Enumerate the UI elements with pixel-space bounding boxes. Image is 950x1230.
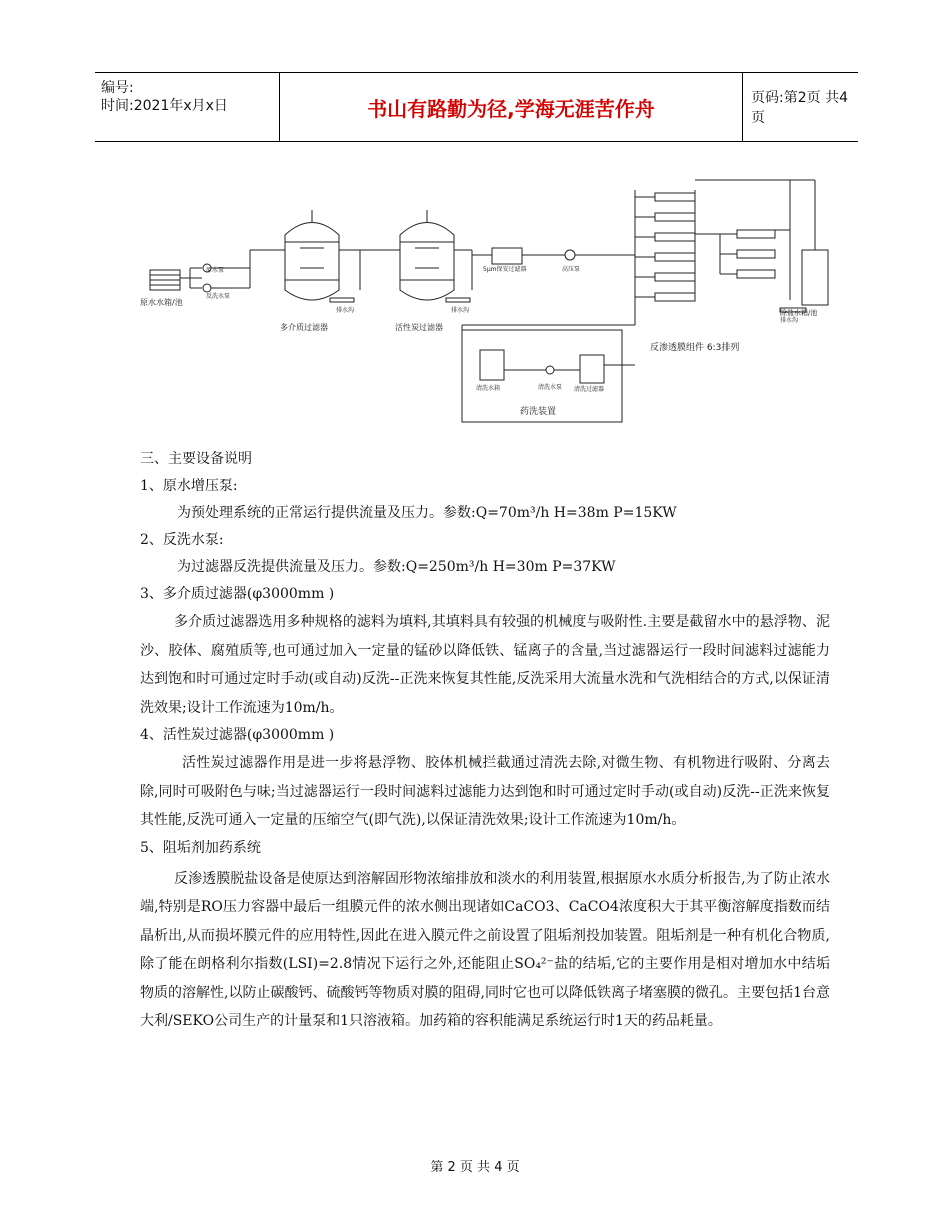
product-tank-icon — [802, 250, 828, 305]
item5-text: 反渗透膜脱盐设备是使原达到溶解固形物浓缩排放和淡水的利用装置,根据原水水质分析报告,为了防止浓水端,特别是RO压力容器中最后一组膜元件的浓水侧出现诸如CaCO3、CaCO4浓度积大于其平衡溶解度指数而结晶析出,从而损坏膜元件的应用特性,因此在进入膜元件之前设置了阻垢剂投加装置。阻垢剂是一种有机化合物质,除了能在朗格利尔指数(LSI)=2.8情况下运行之外,还能阻止SO₄²⁻盐的结垢,它的主要作用是相对增加水中结垢物质的溶解性,以防止碳酸钙、硫酸钙等物质对膜的阻碍,同时它也可以降低铁离子堵塞膜的微孔。主要包括1台意大利/SEKO公司生产的计量泵和1只溶液箱。加药箱的容积能满足系统运行时1天的药品耗量。 — [140, 870, 830, 1029]
cleaning-unit-label: 药洗装置 — [520, 407, 557, 417]
drain1-label: 排水沟 — [336, 307, 355, 314]
drain1-icon — [330, 298, 354, 302]
clean-pump-icon — [546, 366, 554, 374]
clean-tank-icon — [480, 350, 504, 380]
clean-filter-label: 清洗过滤器 — [574, 386, 605, 393]
raw-tank-label: 原水水箱/池 — [140, 298, 183, 307]
date-label: 时间:2021年x月x日 — [101, 98, 228, 114]
item4-title: 4、活性炭过滤器(φ3000mm ) — [140, 727, 335, 743]
hp-pump-label: 高压泵 — [562, 266, 581, 273]
process-flow-diagram — [140, 170, 830, 430]
item3-text: 多介质过滤器选用多种规格的滤料为填料,其填料具有较强的机械度与吸附性.主要是截留水中的悬浮物、泥沙、胶体、腐殖质等,也可通过加入一定量的锰砂以降低铁、锰离子的含量,当过滤器运行一段时间滤料过滤能力达到饱和时可通过定时手动(或自动)反洗--正洗来恢复其性能,反洗采用大流量水洗和气洗相结合的方式,以保证清洗效果;设计工作流速为10m/h。 — [140, 614, 830, 716]
drain2-label: 排水沟 — [451, 307, 470, 314]
raw-pump-label: 原水泵 — [206, 267, 225, 274]
item5-title: 5、阻垢剂加药系统 — [140, 839, 261, 856]
page-label: 页码:第2页 共4页 — [751, 90, 848, 126]
item4-text: 活性炭过滤器作用是进一步将悬浮物、胶体机械拦截通过清洗去除,对微生物、有机物进行吸附、分离去除,同时可吸附色与味;当过滤器运行一段时间滤料过滤能力达到饱和时可通过定时手动(或自动)反洗--正洗来恢复其性能,反洗可通入一定量的压缩空气(即气洗),以保证清洗效果;设计工作流速为10m/h。 — [140, 755, 830, 828]
security-filter-label: 5μm保安过滤器 — [483, 266, 527, 273]
carbon-filter-icon — [400, 210, 454, 300]
backwash-pump-label: 反洗水泵 — [206, 293, 231, 300]
item2-title: 2、反洗水泵: — [140, 532, 224, 548]
raw-tank-icon — [150, 270, 180, 290]
motto: 书山有路勤为径,学海无涯苦作舟 — [280, 73, 743, 141]
page-header — [95, 72, 858, 142]
page-footer: 第 2 页 共 4 页 — [430, 1160, 520, 1175]
multimedia-filter-icon — [285, 210, 339, 300]
item2-text: 为过滤器反洗提供流量及压力。参数:Q=250m³/h H=30m P=37KW — [177, 559, 616, 575]
clean-filter-icon — [580, 355, 604, 383]
hp-pump-icon — [565, 250, 575, 260]
security-filter-icon — [492, 248, 522, 264]
item3-title: 3、多介质过滤器(φ3000mm ) — [140, 586, 335, 602]
document-body — [140, 446, 830, 1036]
backwash-pump-icon — [203, 284, 211, 292]
drain2-icon — [446, 298, 470, 302]
item1-title: 1、原水增压泵: — [140, 478, 238, 494]
section-title: 三、主要设备说明 — [140, 451, 252, 467]
code-label: 编号: — [101, 80, 134, 96]
carbon-filter-label: 活性炭过滤器 — [395, 323, 443, 332]
multimedia-filter-label: 多介质过滤器 — [280, 323, 328, 332]
ro-module-icon — [635, 180, 815, 301]
process-flow-svg — [140, 170, 830, 430]
product-tank-label: 除盐水箱/池 — [780, 309, 818, 317]
clean-pump-label: 清洗水泵 — [538, 384, 563, 391]
item1-text: 为预处理系统的正常运行提供流量及压力。参数:Q=70m³/h H=38m P=15KW — [177, 505, 677, 521]
header-left-cell — [95, 73, 280, 141]
ro-module-label: 反渗透膜组件 6:3排列 — [650, 343, 740, 353]
clean-tank-label: 清洗水箱 — [476, 385, 501, 392]
drain3-label: 排水沟 — [780, 317, 799, 324]
